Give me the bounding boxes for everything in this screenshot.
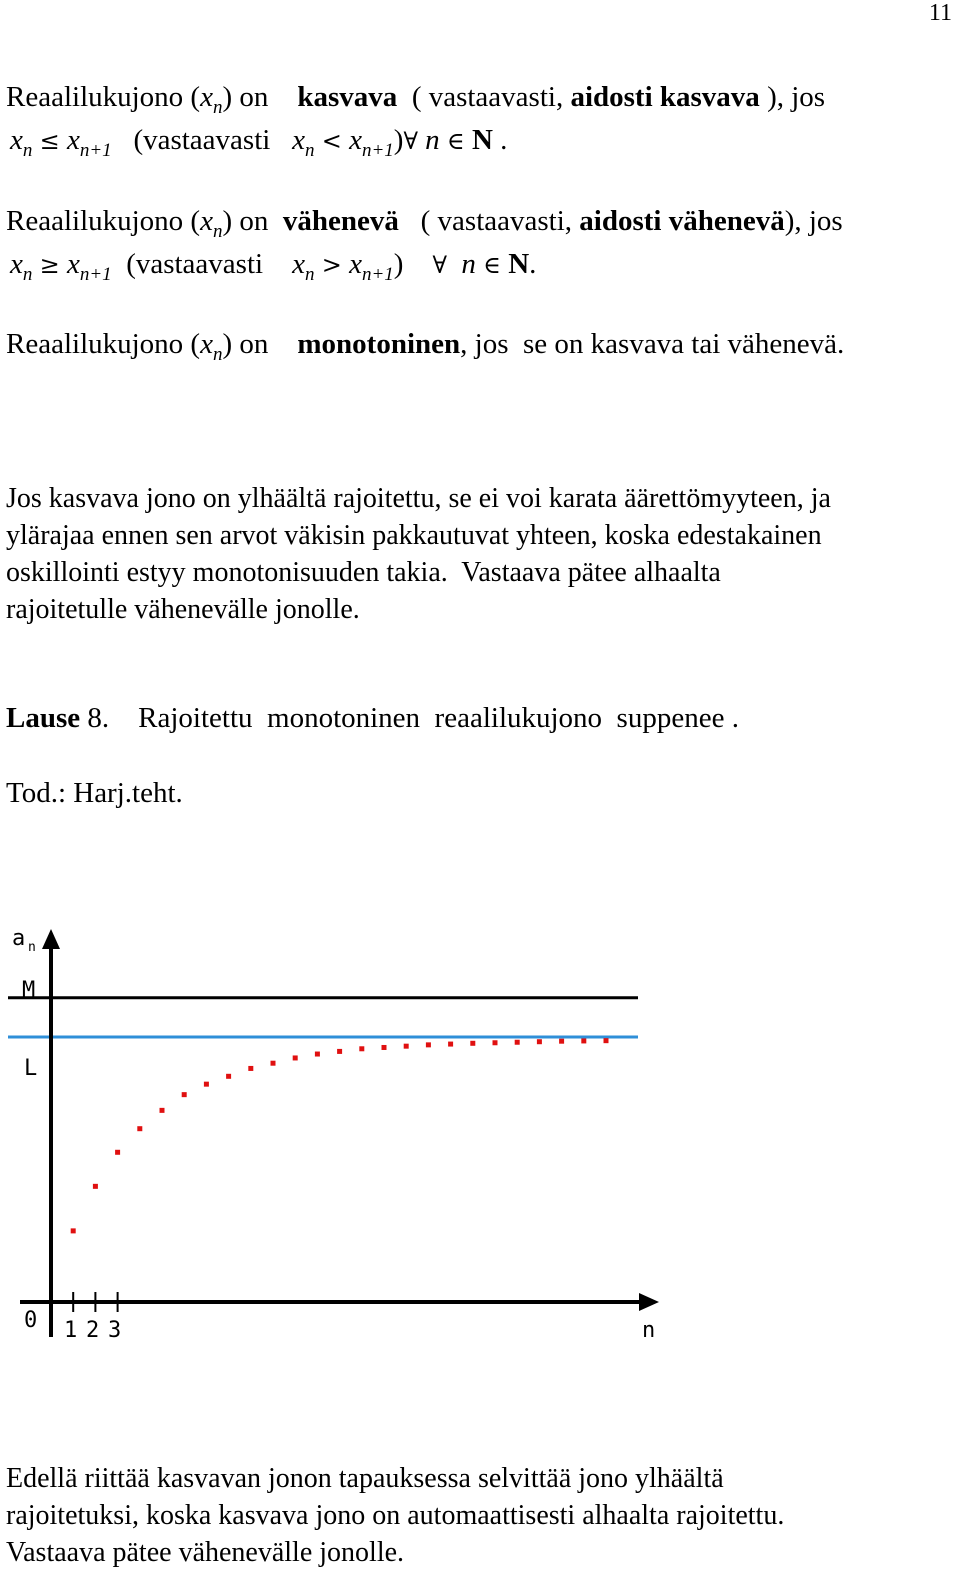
sequence-point bbox=[115, 1150, 120, 1155]
sequence-point bbox=[604, 1038, 609, 1043]
page-number: 11 bbox=[928, 0, 952, 26]
paragraph-line: oskillointi estyy monotonisuuden takia. Vastaava pätee alhaalta bbox=[6, 557, 721, 588]
sequence-point bbox=[71, 1228, 76, 1233]
upper-bound-label: M bbox=[22, 978, 36, 1003]
limit-label: L bbox=[24, 1056, 38, 1081]
paragraph-line: rajoitetulle vähenevälle jonolle. bbox=[6, 594, 360, 625]
sequence-point bbox=[182, 1092, 187, 1097]
theorem-number: 8. bbox=[87, 702, 110, 734]
sequence-graph bbox=[0, 915, 700, 1355]
definition-monotone: Reaalilukujono $(x_n)$ on monotoninen, jos se on kasvava tai vähenevä. bbox=[6, 328, 845, 365]
sequence-point bbox=[160, 1108, 165, 1113]
proof-note: Tod.: Harj.teht. bbox=[6, 777, 183, 809]
paragraph-closing bbox=[6, 1460, 951, 1571]
paragraph-line: ylärajaa ennen sen arvot väkisin pakkautuvat yhteen, koska edestakainen bbox=[6, 520, 822, 551]
y-axis-arrow bbox=[42, 929, 60, 949]
sequence-point bbox=[426, 1042, 431, 1047]
sequence-point bbox=[493, 1040, 498, 1045]
sequence-point bbox=[293, 1055, 298, 1060]
sequence-point bbox=[315, 1052, 320, 1057]
definition-decreasing-line1: Reaalilukujono $(x_n)$ on vähenevä ( vastaavasti, aidosti vähenevä), jos bbox=[6, 205, 843, 242]
term-strictly-decreasing: aidosti vähenevä bbox=[579, 205, 785, 237]
term-monotone: monotoninen bbox=[297, 328, 461, 360]
x-axis-label: n bbox=[642, 1318, 656, 1343]
theorem-text: Rajoitettu monotoninen reaalilukujono suppenee . bbox=[138, 702, 739, 734]
y-axis-subscript: n bbox=[28, 940, 36, 955]
sequence-point bbox=[93, 1184, 98, 1189]
sequence-point bbox=[559, 1039, 564, 1044]
sequence-point bbox=[226, 1074, 231, 1079]
sequence-point bbox=[581, 1038, 586, 1043]
term-decreasing: vähenevä bbox=[282, 205, 399, 237]
definition-increasing-line1: Reaalilukujono $(x_n)$ on kasvava ( vastaavasti, aidosti kasvava ), jos bbox=[6, 81, 826, 118]
paragraph-line: rajoitetuksi, koska kasvava jono on automaattisesti alhaalta rajoitettu. bbox=[6, 1500, 785, 1531]
graph-axes bbox=[8, 929, 659, 1337]
sequence-point bbox=[204, 1082, 209, 1087]
paragraph-line: Edellä riittää kasvavan jonon tapauksessa selvittää jono ylhäältä bbox=[6, 1463, 724, 1494]
x-tick-label: 3 bbox=[108, 1318, 122, 1343]
sequence-point bbox=[137, 1126, 142, 1131]
term-increasing: kasvava bbox=[297, 81, 398, 113]
sequence-point bbox=[448, 1042, 453, 1047]
sequence-point bbox=[537, 1039, 542, 1044]
sequence-point bbox=[271, 1061, 276, 1066]
origin-label: 0 bbox=[24, 1308, 38, 1333]
paragraph-bounded-monotone bbox=[6, 480, 951, 628]
sequence-point bbox=[382, 1045, 387, 1050]
sequence-point bbox=[359, 1046, 364, 1051]
sequence-points bbox=[71, 1038, 609, 1233]
sequence-point bbox=[470, 1041, 475, 1046]
sequence-point bbox=[515, 1040, 520, 1045]
sequence-point bbox=[248, 1066, 253, 1071]
sequence-point bbox=[337, 1049, 342, 1054]
paragraph-line: Jos kasvava jono on ylhäältä rajoitettu, se ei voi karata äärettömyyteen, ja bbox=[6, 483, 831, 514]
definition-increasing-line2: $x_n \le x_{n+1}$ (vastaavasti $x_n$ < $x_{n+1})\forall$ n ∈ N . bbox=[10, 124, 508, 161]
theorem-8 bbox=[6, 700, 739, 736]
x-tick-label: 2 bbox=[86, 1318, 100, 1343]
sequence-point bbox=[404, 1044, 409, 1049]
y-axis-label: a bbox=[12, 926, 26, 951]
paragraph-line: Vastaava pätee vähenevälle jonolle. bbox=[6, 1537, 405, 1568]
x-axis-arrow bbox=[639, 1293, 659, 1311]
theorem-label: Lause bbox=[6, 702, 81, 734]
definition-decreasing-line2: $x_n \ge x_{n+1}$ (vastaavasti $x_n > x_{n+1}$) ∀ n ∈ N. bbox=[10, 248, 537, 285]
x-tick-label: 1 bbox=[64, 1318, 78, 1343]
term-strictly-increasing: aidosti kasvava bbox=[570, 81, 760, 113]
